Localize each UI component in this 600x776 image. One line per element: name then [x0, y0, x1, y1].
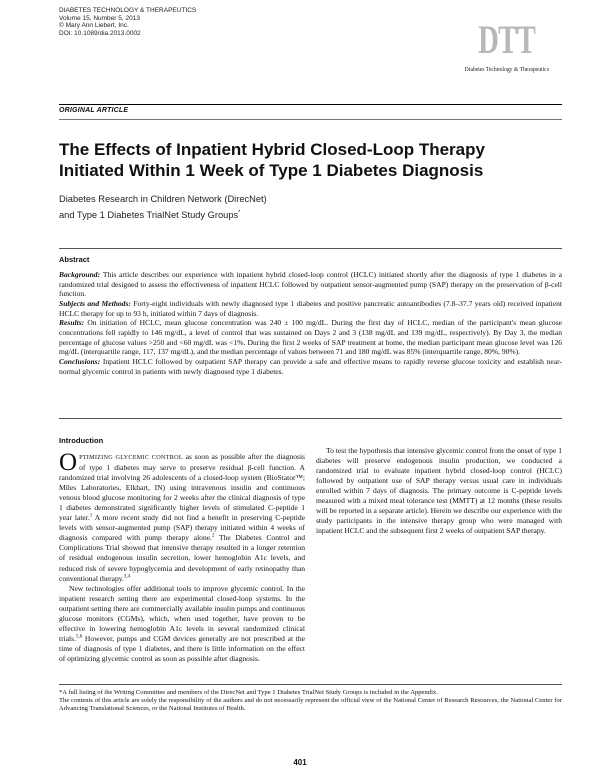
abstract-heading: Abstract: [59, 255, 90, 264]
footnote-1: *A full listing of the Writing Committee and members of the DirecNet and Type 1 Diabetes TrialNet Study Groups is included in the Appendix.: [59, 689, 438, 696]
abstract-conclusions-label: Conclusions:: [59, 356, 101, 366]
abstract-top-rule: [59, 248, 562, 249]
article-type-divider: [59, 119, 562, 120]
abstract-subjects-text: Forty-eight individuals with newly diagnosed type 1 diabetes and positive pancreatic autoantibodies (7.8–37.7 years old) received inpatient HCLC therapy for up to 93 h, initiated within 7 days of diagnosis.: [59, 298, 562, 318]
journal-header: [59, 7, 196, 37]
citation-5-6: 5,6: [75, 634, 83, 640]
small-caps-lead: PTIMIZING GLYCEMIC CONTROL: [79, 454, 183, 461]
author-footnote-marker: *: [238, 209, 241, 216]
intro-paragraph-3: To test the hypothesis that intensive glycemic control from the onset of type 1 diabetes will preserve endogenous insulin production, we conducted a randomized trial to evaluate inpatient hybrid closed-loop control (HCLC) followed by outpatient use of SAP therapy versus usual care in individuals enrolled within 7 days of diagnosis. The primary outcome is C-peptide levels measured with a mixed meal tolerance test (MMTT) at 12 months (these results will be reported in a separate article). Herein we describe our experience with the study participants in the intensive therapy group who were managed with inpatient HCLC and the subsequent first 2 weeks of outpatient SAP therapy.: [316, 446, 562, 536]
intro-p1b-text: A more recent study did not find a benefit in preserving C-peptide levels with sensor-augmented pump (SAP) therapy initiated within 4 weeks of diagnosis compared with pump therapy alone.: [59, 513, 306, 543]
drop-cap: O: [59, 449, 78, 476]
journal-doi: DOI: 10.1089/dia.2013.0002: [59, 29, 141, 37]
abstract-results-text: On initiation of HCLC, mean glucose concentration was 240 ± 100 mg/dL. During the first day of HCLC, median of the participant's mean glucose concentrations fell rapidly to 146 mg/dL, a level of control that was sustained on Days 2 and 3 (138 mg/dL and 139 mg/dL, respectively). By Day 3, the median percentage of glucose values >250 and <60 mg/dL was <1%. During the first 2 weeks of SAP treatment at home, the median participant mean glucose level was 126 mg/dL (interquartile range, 117, 137 mg/dL), and the median percentage of values between 71 and 180 mg/dL was 85% (interquartile range, 80%, 90%).: [59, 318, 562, 357]
citation-1: 1: [89, 513, 93, 519]
intro-p2-text: New technologies offer additional tools to improve glycemic control. In the inpatient research setting there are experimental closed-loop systems. In the outpatient setting there are commercially available insulin pumps and continuous glucose monitors (CGMs), which, when used together, have proven to be effective in lowering hemoglobin A1c levels in several randomized clinical trials.: [59, 583, 305, 643]
abstract-conclusions: [59, 357, 562, 376]
intro-p2b-text: However, pumps and CGM devices generally are not prescribed at the time of diagnosis of type 1 diabetes, and there is little information on the effect of optimizing glycemic control as soon as possible after diagnosis.: [59, 633, 305, 663]
footnotes: [59, 689, 562, 714]
intro-paragraph-2: [59, 584, 305, 664]
body-column-right: [316, 436, 562, 536]
journal-volume: Volume 15, Number 5, 2013: [59, 14, 140, 22]
abstract-results-label: Results:: [59, 318, 85, 328]
article-title: The Effects of Inpatient Hybrid Closed-Loop Therapy Initiated Within 1 Week of Type 1 Diabetes Diagnosis: [59, 140, 485, 180]
abstract-background-text: This article describes our experience with inpatient hybrid closed-loop control (HCLC) initiated shortly after the diagnosis of type 1 diabetes in a randomized trial designed to assess the effectiveness of inpatient HCLC followed by outpatient sensor-augmented pump (SAP) therapy on the preservation of β-cell function.: [59, 270, 562, 299]
abstract-background: [59, 270, 562, 299]
citation-2: 2: [211, 533, 215, 539]
author-line-1: Diabetes Research in Children Network (DirecNet): [59, 194, 267, 204]
header-divider: [59, 104, 562, 105]
abstract-body: [59, 270, 562, 376]
journal-copyright: © Mary Ann Liebert, Inc.: [59, 22, 129, 30]
abstract-bottom-rule: [59, 418, 562, 419]
author-line-2: [59, 208, 267, 224]
abstract-subjects: [59, 299, 562, 318]
footnote-2: The contents of this article are solely the responsibility of the authors and do not necessarily represent the official view of the National Center of Research Resources, the National Center for Advancing Translational Sciences, or the National Institutes of Health.: [59, 697, 562, 713]
citation-3-4: 3,4: [123, 574, 131, 580]
journal-name: DIABETES TECHNOLOGY & THERAPEUTICS: [59, 7, 197, 14]
logo-subtitle: Diabetes Technology & Therapeutics: [464, 66, 550, 73]
abstract-conclusions-text: Inpatient HCLC followed by outpatient SAP therapy can provide a safe and effective means to rapidly reverse glucose toxicity and establish near-normal glycemic control in patients with newly diagnosed type 1 diabetes.: [59, 356, 563, 376]
intro-p1c-text: The Diabetes Control and Complications Trial showed that intensive therapy resulted in a longer retention of residual endogenous insulin secretion, lower hemoglobin A1c levels, and reduced risk of severe hypoglycemia and development of early retinopathy than conventional therapy.: [59, 533, 305, 583]
abstract-background-label: Background:: [59, 270, 101, 279]
abstract-subjects-label: Subjects and Methods:: [59, 298, 131, 308]
section-heading-introduction: Introduction: [59, 436, 104, 445]
page-number: 401: [293, 758, 307, 767]
journal-logo: [452, 17, 562, 76]
abstract-results: [59, 318, 562, 357]
footnote-rule: [59, 684, 562, 685]
author-line-2-text: and Type 1 Diabetes TrialNet Study Groups: [59, 209, 239, 220]
logo-mark: DTT: [478, 17, 536, 62]
intro-p1-text: as soon as possible after the diagnosis of type 1 diabetes may serve to preserve residual β-cell function. A randomized trial involving 26 adolescents of a closed-loop system (BioStator™; Miles Laboratories, Elkhart, IN) using intravenous insulin and continuous venous blood glucose monitoring for 2 weeks after the clinical diagnosis of type 1 diabetes demonstrated significantly higher levels of stimulated C-peptide 1 year later.: [59, 452, 305, 523]
author-list: [59, 192, 267, 223]
intro-paragraph-1: [59, 449, 306, 584]
body-column-left: [59, 449, 306, 664]
article-type: ORIGINAL ARTICLE: [59, 107, 129, 114]
